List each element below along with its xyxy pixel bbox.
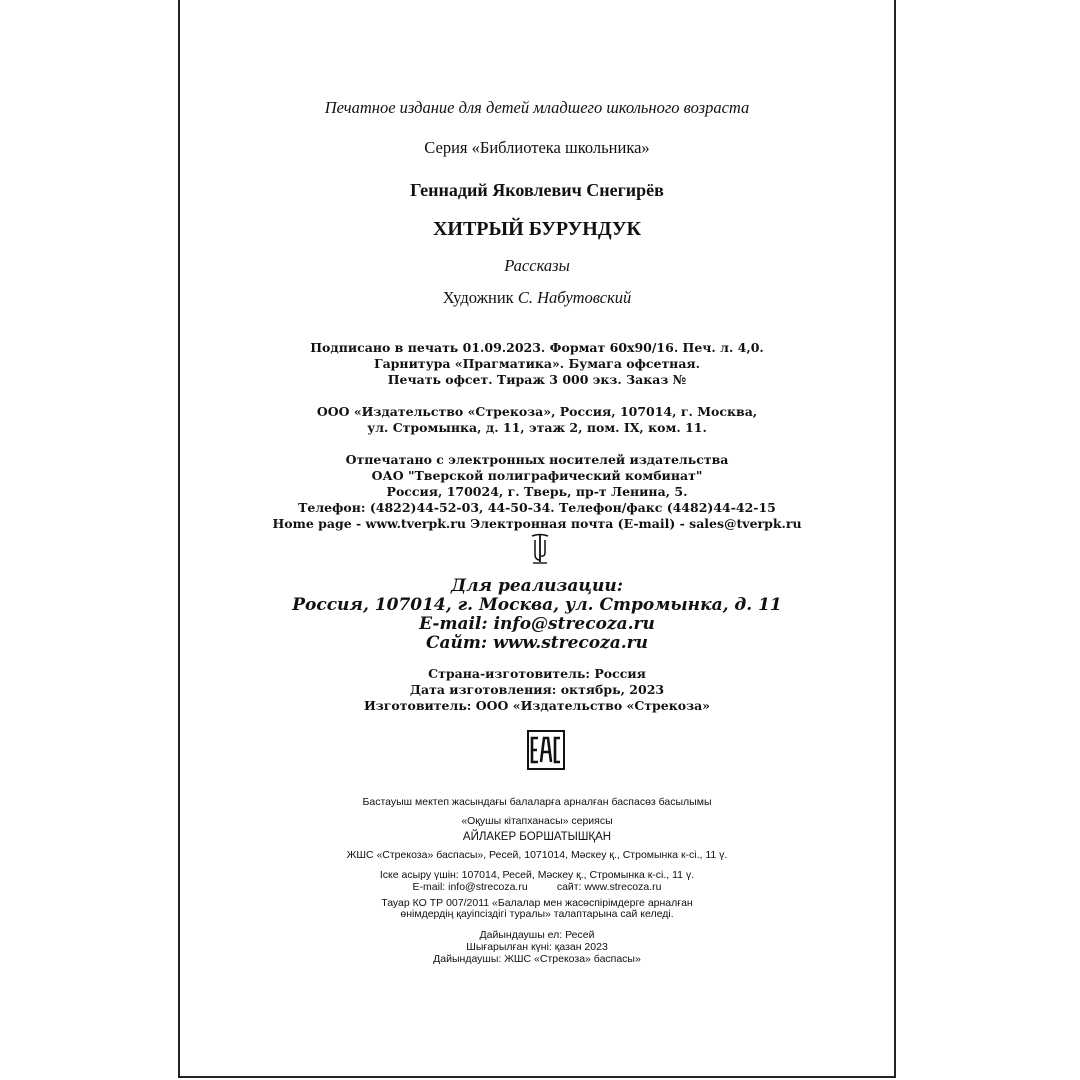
- kazakh-line: Бастауыш мектеп жасындағы балаларға арналған баспасөз басылымы: [362, 796, 712, 808]
- sales-address: Россия, 107014, г. Москва, ул. Стромынка, д. 11: [292, 595, 782, 615]
- printer-line: Россия, 170024, г. Тверь, пр-т Ленина, 5.: [386, 484, 688, 499]
- kazakh-line: Іске асыру үшін: 107014, Ресей, Мәскеу қ., Стромынка к-сі., 11 ү.: [379, 869, 695, 881]
- kazakh-line: Тауар КО ТР 007/2011 «Балалар мен жасөспірімдерге арналған: [381, 897, 693, 909]
- manufacture-line: Изготовитель: ООО «Издательство «Стрекоза»: [363, 698, 710, 713]
- kazakh-line: Шығарылған күні: қазан 2023: [466, 941, 608, 953]
- kazakh-title: АЙЛАКЕР БОРШАТЫШҚАН: [462, 831, 612, 843]
- series-line: Серия «Библиотека школьника»: [424, 138, 650, 157]
- kazakh-line: өнімдердің қауіпсіздігі туралы» талаптарына сай келеді.: [400, 908, 674, 920]
- kazakh-line: Дайындаушы ел: Ресей: [479, 929, 595, 941]
- kazakh-line: ЖШС «Стрекоза» баспасы», Ресей, 1071014, Мәскеу қ., Стромынка к-сі., 11 ү.: [346, 849, 728, 861]
- kazakh-line: E-mail: info@strecoza.ru сайт: www.strecoza.ru: [412, 881, 662, 893]
- manufacture-line: Дата изготовления: октябрь, 2023: [409, 682, 665, 697]
- print-info-line: Печать офсет. Тираж 3 000 экз. Заказ №: [387, 372, 687, 387]
- sales-site: Сайт: www.strecoza.ru: [426, 633, 648, 653]
- printer-line: Home page - www.tverpk.ru Электронная почта (E-mail) - sales@tverpk.ru: [272, 516, 802, 531]
- tpk-monogram-icon: [529, 532, 551, 566]
- sales-email: E-mail: info@strecoza.ru: [419, 614, 655, 634]
- eac-mark-icon: [527, 730, 565, 770]
- printer-line: ОАО "Тверской полиграфический комбинат": [371, 468, 703, 483]
- kazakh-line: «Оқушы кітапханасы» сериясы: [461, 815, 613, 827]
- illustrator-line: Художник С. Набутовский: [442, 288, 632, 307]
- publisher-line: ООО «Издательство «Стрекоза», Россия, 107014, г. Москва,: [316, 404, 758, 419]
- manufacture-line: Страна-изготовитель: Россия: [428, 666, 646, 681]
- author-name: Геннадий Яковлевич Снегирёв: [410, 180, 664, 200]
- print-info-line: Гарнитура «Прагматика». Бумага офсетная.: [373, 356, 701, 371]
- print-info-line: Подписано в печать 01.09.2023. Формат 60х90/16. Печ. л. 4,0.: [310, 340, 764, 355]
- audience-line: Печатное издание для детей младшего школьного возраста: [324, 98, 750, 117]
- publisher-line: ул. Стромынка, д. 11, этаж 2, пом. IX, ком. 11.: [367, 420, 707, 435]
- book-title: ХИТРЫЙ БУРУНДУК: [432, 218, 642, 240]
- kazakh-line: Дайындаушы: ЖШС «Стрекоза» баспасы»: [433, 953, 641, 965]
- printer-line: Телефон: (4822)44-52-03, 44-50-34. Телефон/факс (4482)44-42-15: [298, 500, 776, 515]
- printer-line: Отпечатано с электронных носителей издательства: [345, 452, 729, 467]
- imprint-page: [178, 0, 896, 1078]
- sales-heading: Для реализации:: [450, 576, 624, 596]
- genre-line: Рассказы: [504, 256, 570, 275]
